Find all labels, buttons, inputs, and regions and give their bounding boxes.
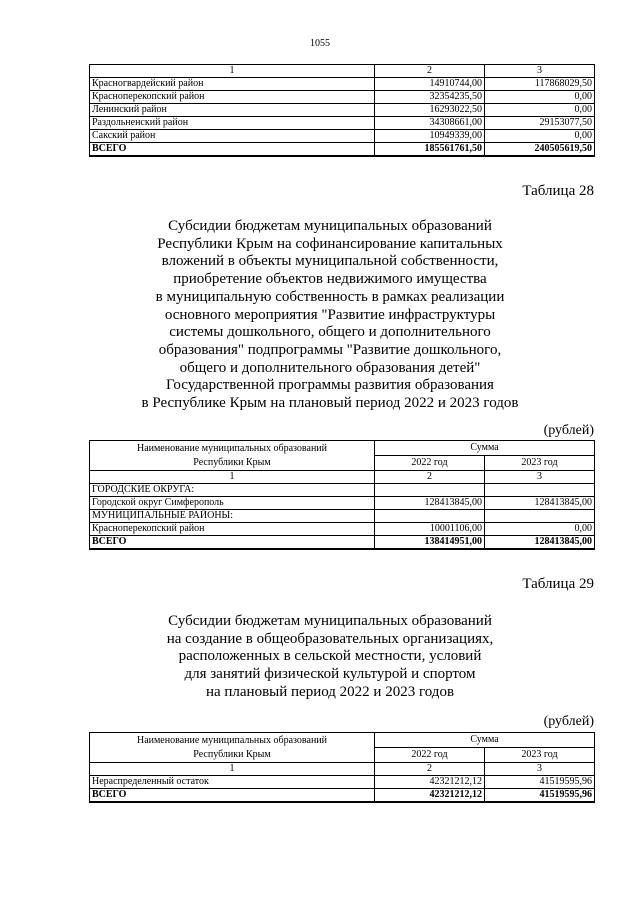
column-header-name-line: Наименование муниципальных образований (136, 442, 328, 454)
title-line: на плановый период 2022 и 2023 годов (205, 683, 455, 700)
column-header-2022: 2022 год (375, 456, 485, 471)
column-header-sum: Сумма (375, 733, 595, 748)
column-index-1: 1 (90, 763, 375, 776)
title-line: Республики Крым на софинансирование капитальных (157, 235, 503, 252)
table-row (90, 484, 595, 497)
total-value-2023: 41519595,96 (485, 789, 595, 803)
row-value-2023: 0,00 (485, 104, 595, 117)
table28-label: Таблица 28 (522, 183, 594, 199)
title-line: общего и дополнительного образования детей" (179, 359, 481, 376)
title-line: системы дошкольного, общего и дополнительного (169, 324, 491, 341)
table-header-row (90, 65, 595, 78)
table-row (90, 117, 595, 130)
table-header-row (90, 733, 595, 748)
title-line: в муниципальную собственность в рамках реализации (155, 288, 505, 305)
column-index-3: 3 (485, 763, 595, 776)
column-header-name-line: Республики Крым (193, 456, 271, 468)
row-value-2022 (375, 484, 485, 497)
row-name: Красноперекопский район (90, 523, 375, 536)
title-line: расположенных в сельской местности, условий (178, 648, 482, 665)
row-value-2022: 14910744,00 (375, 78, 485, 91)
title-line: на создание в общеобразовательных организациях, (166, 630, 494, 647)
row-name: ГОРОДСКИЕ ОКРУГА: (90, 484, 375, 497)
row-name: Ленинский район (90, 104, 375, 117)
column-index-2: 2 (375, 763, 485, 776)
row-name: Городской округ Симферополь (90, 497, 375, 510)
table29-unit: (рублей) (543, 714, 594, 729)
total-row (90, 789, 595, 803)
row-name: МУНИЦИПАЛЬНЫЕ РАЙОНЫ: (90, 510, 375, 523)
title-line: Государственной программы развития образования (166, 377, 494, 394)
title-line: Субсидии бюджетам муниципальных образований (168, 613, 492, 629)
total-value-2022: 185561761,50 (375, 143, 485, 157)
title-line: для занятий физической культурой и спортом (184, 666, 476, 683)
title-line: приобретение объектов недвижимого имущества (173, 271, 487, 288)
column-index-3: 3 (485, 65, 595, 78)
total-value-2023: 128413845,00 (485, 536, 595, 550)
total-value-2022: 42321212,12 (375, 789, 485, 803)
column-index-2: 2 (375, 65, 485, 78)
title-line: вложений в объекты муниципальной собственности, (161, 253, 499, 270)
table29-title (60, 613, 600, 702)
column-index-1: 1 (90, 65, 375, 78)
row-value-2023: 41519595,96 (485, 776, 595, 789)
row-name: Сакский район (90, 130, 375, 143)
title-line: Субсидии бюджетам муниципальных образований (168, 218, 492, 234)
total-value-2022: 138414951,00 (375, 536, 485, 550)
total-row (90, 143, 595, 157)
table-row (90, 104, 595, 117)
row-value-2022: 16293022,50 (375, 104, 485, 117)
table-row (90, 78, 595, 91)
column-header-name-line: Республики Крым (193, 748, 271, 760)
total-label: ВСЕГО (90, 536, 375, 550)
row-value-2023: 0,00 (485, 91, 595, 104)
title-line: основного мероприятия "Развитие инфраструктуры (164, 306, 496, 323)
row-name: Красногвардейский район (90, 78, 375, 91)
column-index-1: 1 (90, 471, 375, 484)
top-table (89, 64, 595, 157)
column-header-name-line: Наименование муниципальных образований (136, 734, 328, 746)
row-value-2023: 0,00 (485, 523, 595, 536)
row-value-2022: 34308661,00 (375, 117, 485, 130)
row-name: Нераспределенный остаток (90, 776, 375, 789)
total-value-2023: 240505619,50 (485, 143, 595, 157)
table29-label: Таблица 29 (522, 576, 594, 592)
table-row (90, 523, 595, 536)
table28-title (60, 218, 600, 413)
column-header-2022: 2022 год (375, 748, 485, 763)
column-header-2023: 2023 год (485, 748, 595, 763)
row-value-2022: 10001106,00 (375, 523, 485, 536)
total-label: ВСЕГО (90, 143, 375, 157)
column-index-3: 3 (485, 471, 595, 484)
row-value-2022 (375, 510, 485, 523)
table28 (89, 440, 595, 550)
total-row (90, 536, 595, 550)
row-value-2023: 29153077,50 (485, 117, 595, 130)
row-value-2022: 128413845,00 (375, 497, 485, 510)
row-value-2023: 0,00 (485, 130, 595, 143)
row-name: Раздольненский район (90, 117, 375, 130)
total-label: ВСЕГО (90, 789, 375, 803)
row-value-2022: 32354235,50 (375, 91, 485, 104)
table29 (89, 732, 595, 803)
table-row (90, 130, 595, 143)
column-header-name (90, 733, 375, 763)
column-header-name (90, 441, 375, 471)
row-value-2023: 117868029,50 (485, 78, 595, 91)
table-index-row (90, 471, 595, 484)
row-value-2023 (485, 484, 595, 497)
table-row (90, 776, 595, 789)
table28-unit: (рублей) (543, 423, 594, 438)
row-value-2022: 42321212,12 (375, 776, 485, 789)
column-header-2023: 2023 год (485, 456, 595, 471)
table-index-row (90, 763, 595, 776)
page-number: 1055 (310, 38, 330, 49)
row-value-2022: 10949339,00 (375, 130, 485, 143)
column-index-2: 2 (375, 471, 485, 484)
title-line: образования" подпрограммы "Развитие дошкольного, (158, 341, 502, 358)
column-header-sum: Сумма (375, 441, 595, 456)
row-name: Красноперекопский район (90, 91, 375, 104)
table-header-row (90, 441, 595, 456)
table-row (90, 91, 595, 104)
row-value-2023 (485, 510, 595, 523)
row-value-2023: 128413845,00 (485, 497, 595, 510)
title-line: в Республике Крым на плановый период 2022 и 2023 годов (141, 395, 519, 412)
table-row (90, 497, 595, 510)
table-row (90, 510, 595, 523)
